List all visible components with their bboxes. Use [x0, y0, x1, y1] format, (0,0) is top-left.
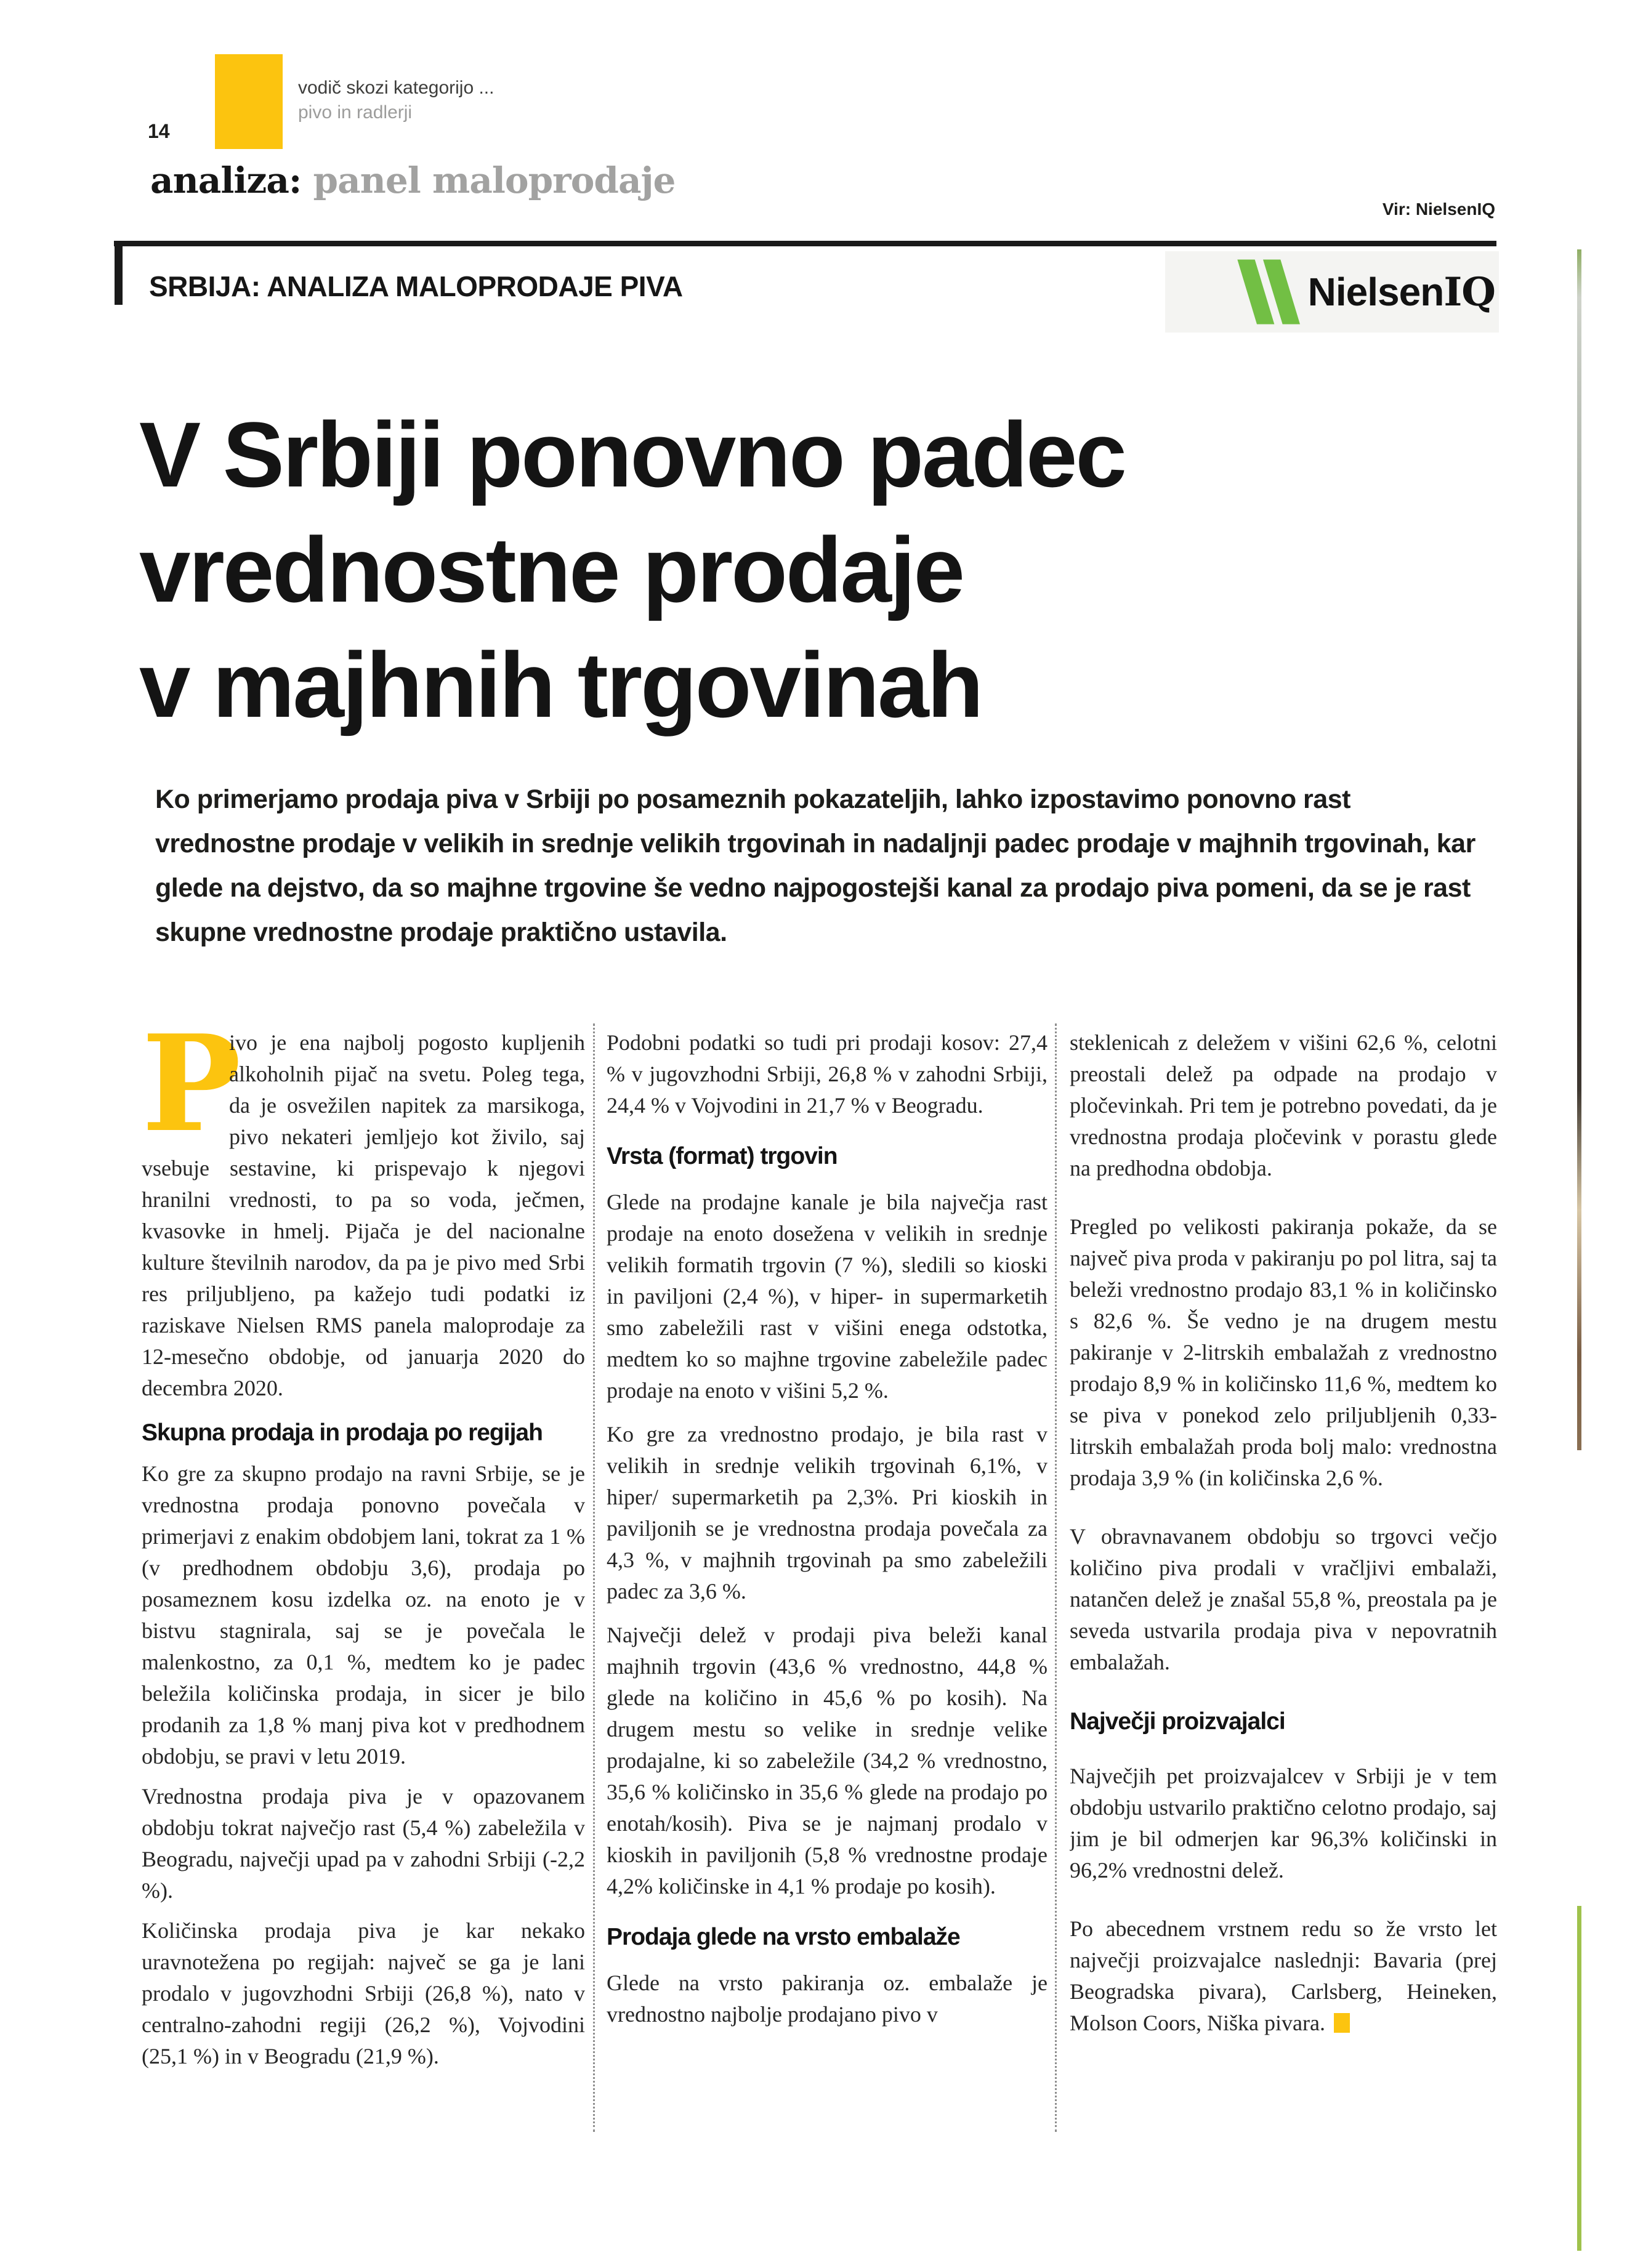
eyebrow-bar	[115, 246, 123, 305]
body-column-1	[142, 1027, 585, 2136]
kicker-line-1: vodič skozi kategorijo ...	[298, 78, 495, 98]
page-edge-artifact-top	[1577, 249, 1581, 1450]
body-paragraph: Vrednostna prodaja piva je v opazovanem obdobju tokrat največjo rast (5,4 %) zabeležila v Beogradu, največji upad pa v zahodni Srbiji (-2,2 %).	[142, 1784, 585, 1903]
article-eyebrow: SRBIJA: ANALIZA MALOPRODAJE PIVA	[149, 270, 683, 302]
headline-line-3: v majhnih trgovinah	[139, 633, 982, 736]
body-paragraph: V obravnavanem obdobju so trgovci večjo količino piva prodali v vračljivi embalaži, natančen delež je znašal 55,8 %, preostala pa je seveda ustvarila prodaja piva v nepovratnih embalažah.	[1070, 1524, 1497, 1674]
section-title-gray: panel maloprodaje	[301, 159, 676, 201]
category-color-block	[215, 54, 283, 149]
section-title-black: analiza:	[150, 159, 302, 201]
drop-cap: P	[142, 1027, 241, 1161]
body-paragraph: Glede na prodajne kanale je bila največja rast prodaje na enoto dosežena v velikih in srednje velikih formatih trgovin (7 %), sledili so kioski in paviljoni (2,4 %), v hiper- in supermarketih smo zabeležili rast v višini enega odstotka, medtem ko so majhne trgovine zabeležile padec prodaje na enoto v višini 5,2 %.	[607, 1190, 1048, 1403]
column-subheading: Največji proizvajalci	[1070, 1708, 1285, 1735]
body-column-2	[607, 1027, 1048, 2136]
body-paragraph: Količinska prodaja piva je kar nekako uravnotežena po regijah: največ se ga je lani prodalo v jugovzhodni Srbiji (26,8 %), nato v centralno-zahodni regiji (26,2 %), Vojvodini (25,1 %) in v Beogradu (21,9 %).	[142, 1918, 585, 2068]
body-paragraph: steklenicah z deležem v višini 62,6 %, celotni preostali delež pa odpade na prodajo v pločevinkah. Pri tem je potrebno povedati, da je vrednostna prodaja pločevink v porastu glede na predhodna obdobja.	[1070, 1030, 1497, 1180]
article-headline	[139, 397, 1125, 743]
body-paragraph: Ko gre za vrednostno prodajo, je bila rast v velikih in srednje velikih trgovinah 6,1%, v hiper/ supermarketih pa 2,3%. Pri kioskih in paviljonih se je vrednostna prodaja povečala za 4,3 %, v majhnih trgovinah pa smo zabeležili padec za 3,6 %.	[607, 1422, 1048, 1604]
body-paragraph: Največji delež v prodaji piva beleži kanal majhnih trgovin (43,6 % vrednostno, 44,8 % glede na količino in 45,6 % po kosih). Na drugem mestu so velike in srednje velike prodajalne, ki so zabeležile (34,2 % vrednostno, 35,6 % količinsko in 35,6 % glede na prodajo po enotah/kosih). Piva se je najmanj prodalo v kioskih in paviljonih (5,8 % vrednostne prodaje 4,2% količinske in 4,1 % prodaje po kosih).	[607, 1623, 1048, 1899]
column-subheading: Skupna prodaja in prodaja po regijah	[142, 1419, 543, 1446]
body-paragraph: Glede na vrsto pakiranja oz. embalaže je vrednostno najbolje prodajano pivo v	[607, 1971, 1048, 2027]
logo-text-iq: IQ	[1443, 268, 1495, 315]
nielseniq-logo	[1165, 251, 1499, 333]
header-rule	[114, 241, 1496, 246]
column-divider	[593, 1023, 595, 2132]
headline-line-2: vrednostne prodaje	[139, 518, 963, 621]
body-paragraph: Ko gre za skupno prodajo na ravni Srbije, se je vrednostna prodaja ponovno povečala v primerjavi z enakim obdobjem lani, tokrat za 1 % (v predhodnem obdobju 3,6), prodaja po posameznem kosu izdelka oz. na enoto je v bistvu stagnirala, saj se je povečala le malenkostno, za 0,1 %, medtem ko je padec beležila količinska prodaja, in sicer je bilo prodanih za 1,8 % manj piva kot v predhodnem obdobju, se pravi v letu 2019.	[142, 1461, 585, 1769]
page-number: 14	[148, 120, 170, 142]
article-end-marker-icon	[1334, 2013, 1350, 2033]
body-paragraph: P ivo je ena najbolj pogosto kupljenih alkoholnih pijač na svetu. Poleg tega, da je osvežilen napitek za marsikoga, pivo nekateri jemljejo kot živilo, saj vsebuje sestavine, ki prispevajo k njegovi hranilni vrednosti, to pa so voda, ječmen, kvasovke in hmelj. Pijača je del nacionalne kulture številnih narodov, da pa je pivo med Srbi res priljubljeno, pa kažejo tudi podatki iz raziskave Nielsen RMS panela maloprodaje za 12-mesečno obdobje, od januarja 2020 do decembra 2020.	[142, 1027, 585, 1400]
body-paragraph: Podobni podatki so tudi pri prodaji kosov: 27,4 % v jugovzhodni Srbiji, 26,8 % v zahodni Srbiji, 24,4 % v Vojvodini in 21,7 % v Beogradu.	[607, 1030, 1048, 1118]
body-column-3	[1070, 1027, 1497, 2136]
article-lead: Ko primerjamo prodaja piva v Srbiji po posameznih pokazateljih, lahko izpostavimo ponovno rast vrednostne prodaje v velikih in srednje velikih trgovinah in nadaljnji padec prodaje v majhnih trgovinah, kar glede na dejstvo, da so majhne trgovine še vedno najpogostejši kanal za prodajo piva pomeni, da se je rast skupne vrednostne prodaje praktično ustavila.	[155, 785, 1476, 947]
headline-line-1: V Srbiji ponovno padec	[139, 403, 1125, 506]
column-subheading: Vrsta (format) trgovin	[607, 1143, 838, 1169]
nielseniq-logo-text	[1307, 268, 1495, 315]
column-subheading: Prodaja glede na vrsto embalaže	[607, 1924, 960, 1950]
section-title	[150, 161, 675, 201]
logo-text-nielsen: Nielsen	[1307, 269, 1444, 314]
kicker-line-2: pivo in radlerji	[298, 102, 413, 123]
source-credit: Vir: NielsenIQ	[1382, 200, 1495, 219]
body-paragraph: Po abecednem vrstnem redu so že vrsto let največji proizvajalce naslednji: Bavaria (prej Beogradska pivara), Carlsberg, Heineken, Molson Coors, Niška pivara.	[1070, 1916, 1497, 2035]
page-edge-artifact-bottom	[1577, 1906, 1581, 2251]
column-divider	[1055, 1023, 1057, 2132]
body-paragraph: Največjih pet proizvajalcev v Srbiji je v tem obdobju ustvarilo praktično celotno prodajo, saj jim je bil odmerjen kar 96,3% količinski in 96,2% vrednostni delež.	[1070, 1764, 1497, 1883]
nielseniq-logo-mark-icon	[1226, 256, 1303, 328]
body-paragraph: Pregled po velikosti pakiranja pokaže, da se največ piva proda v pakiranju po pol litra, saj ta beleži vrednostno prodajo 83,1 % in količinsko s 82,6 %. Še vedno je na drugem mestu pakiranje v 2-litrskih embalažah z vrednostno prodajo 8,9 % in količinsko 11,6 %, medtem ko se piva v ponekod zelo priljubljenih 0,33-litrskih embalažah proda bolj malo: vrednostna prodaja 3,9 % (in količinska 2,6 %.	[1070, 1214, 1497, 1490]
